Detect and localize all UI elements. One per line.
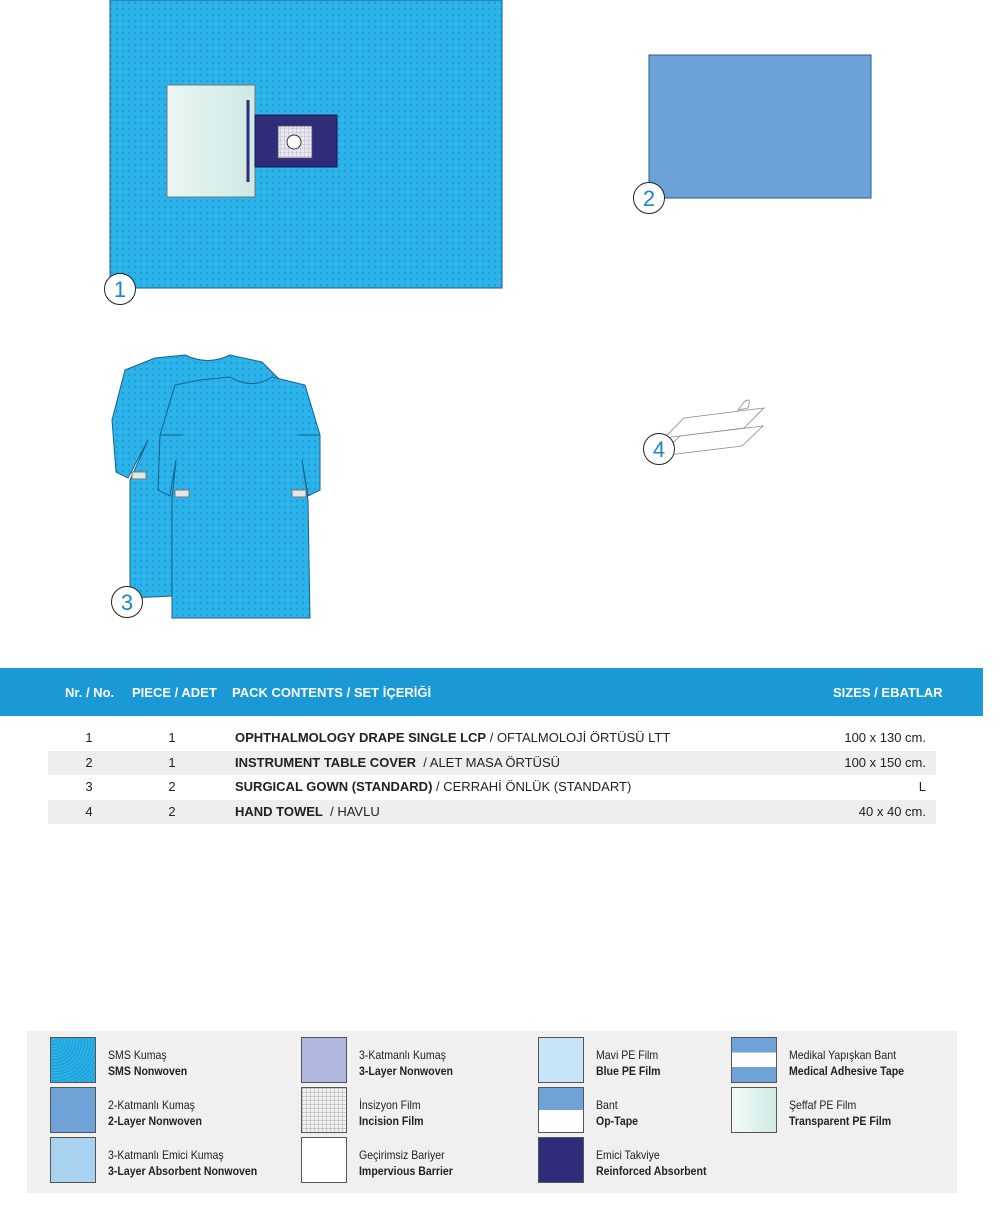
row-size: 100 x 130 cm. (844, 730, 926, 745)
legend-label: Geçirimsiz Bariyer Impervious Barrier (359, 1148, 453, 1178)
header-sizes: SIZES / EBATLAR (833, 685, 943, 700)
table-row (48, 800, 936, 825)
legend-label: SMS Kumaş SMS Nonwoven (108, 1048, 188, 1078)
table-row (48, 726, 936, 751)
contents-table-body (48, 726, 936, 824)
row-name-en: INSTRUMENT TABLE COVER (235, 754, 417, 770)
item-number-3: 3 (111, 586, 143, 618)
row-size: 40 x 40 cm. (858, 803, 926, 819)
row-name-tr: / HAVLU (322, 803, 380, 819)
row-no: 1 (85, 730, 93, 745)
legend-swatch-incision-film (301, 1087, 347, 1133)
legend-swatch-op-tape (538, 1087, 584, 1133)
legend-swatch-3-layer (301, 1037, 347, 1083)
item-number-4: 4 (643, 433, 675, 465)
row-name-tr: / ALET MASA ÖRTÜSÜ (416, 754, 561, 770)
legend-label: Medikal Yapışkan Bant Medical Adhesive Tape (789, 1048, 905, 1078)
legend-label: Mavi PE Film Blue PE Film (596, 1048, 661, 1078)
legend-swatch-2-layer (50, 1087, 96, 1133)
item-number-2: 2 (633, 182, 665, 214)
contents-table-header (0, 668, 983, 716)
row-piece: 2 (168, 803, 176, 819)
legend-swatch-transparent-pe-film (731, 1087, 777, 1133)
header-no: Nr. / No. (65, 685, 115, 700)
instrument-table-cover-illustration (649, 55, 871, 198)
row-name-tr: / CERRAHİ ÖNLÜK (STANDART) (432, 779, 632, 794)
row-description (235, 726, 670, 751)
legend-label: 2-Katmanlı Kumaş 2-Layer Nonwoven (108, 1098, 202, 1128)
legend-swatch-reinforced-absorbent (538, 1137, 584, 1183)
legend-swatch-3-layer-absorbent (50, 1137, 96, 1183)
row-piece: 1 (168, 754, 176, 770)
legend-label: 3-Katmanlı Emici Kumaş 3-Layer Absorbent Nonwoven (108, 1148, 258, 1178)
row-size: 100 x 150 cm. (844, 754, 926, 770)
legend-swatch-impervious-barrier (301, 1137, 347, 1183)
legend-label: Bant Op-Tape (596, 1098, 639, 1128)
row-description (235, 775, 631, 800)
row-name-en: SURGICAL GOWN (STANDARD) (235, 779, 433, 794)
row-piece: 1 (168, 730, 176, 745)
row-piece: 2 (168, 779, 176, 794)
legend-swatch-sms (50, 1037, 96, 1083)
material-legend (27, 1031, 957, 1193)
ophthalmology-drape-illustration (110, 0, 502, 288)
table-row (48, 775, 936, 800)
legend-swatch-blue-pe-film (538, 1037, 584, 1083)
legend-swatch-medical-adhesive-tape (731, 1037, 777, 1083)
row-size: L (918, 779, 926, 794)
hand-towel-illustration (660, 400, 764, 456)
surgical-gown-illustration (112, 355, 320, 618)
row-name-en: HAND TOWEL (235, 803, 323, 819)
row-name-tr: / OFTALMOLOJİ ÖRTÜSÜ LTT (486, 730, 671, 745)
table-row (48, 751, 936, 776)
legend-label: Emici Takviye Reinforced Absorbent (596, 1148, 707, 1178)
row-name-en: OPHTHALMOLOGY DRAPE SINGLE LCP (235, 730, 487, 745)
legend-label: 3-Katmanlı Kumaş 3-Layer Nonwoven (359, 1048, 453, 1078)
header-piece: PIECE / ADET (132, 685, 217, 700)
legend-label: İnsizyon Film Incision Film (359, 1098, 424, 1128)
row-description (235, 800, 380, 825)
legend-label: Şeffaf PE Film Transparent PE Film (789, 1098, 892, 1128)
row-no: 4 (85, 803, 93, 819)
header-contents: PACK CONTENTS / SET İÇERİĞİ (232, 685, 432, 700)
row-description (235, 751, 560, 776)
row-no: 3 (85, 779, 93, 794)
item-number-1: 1 (104, 273, 136, 305)
row-no: 2 (85, 754, 93, 770)
